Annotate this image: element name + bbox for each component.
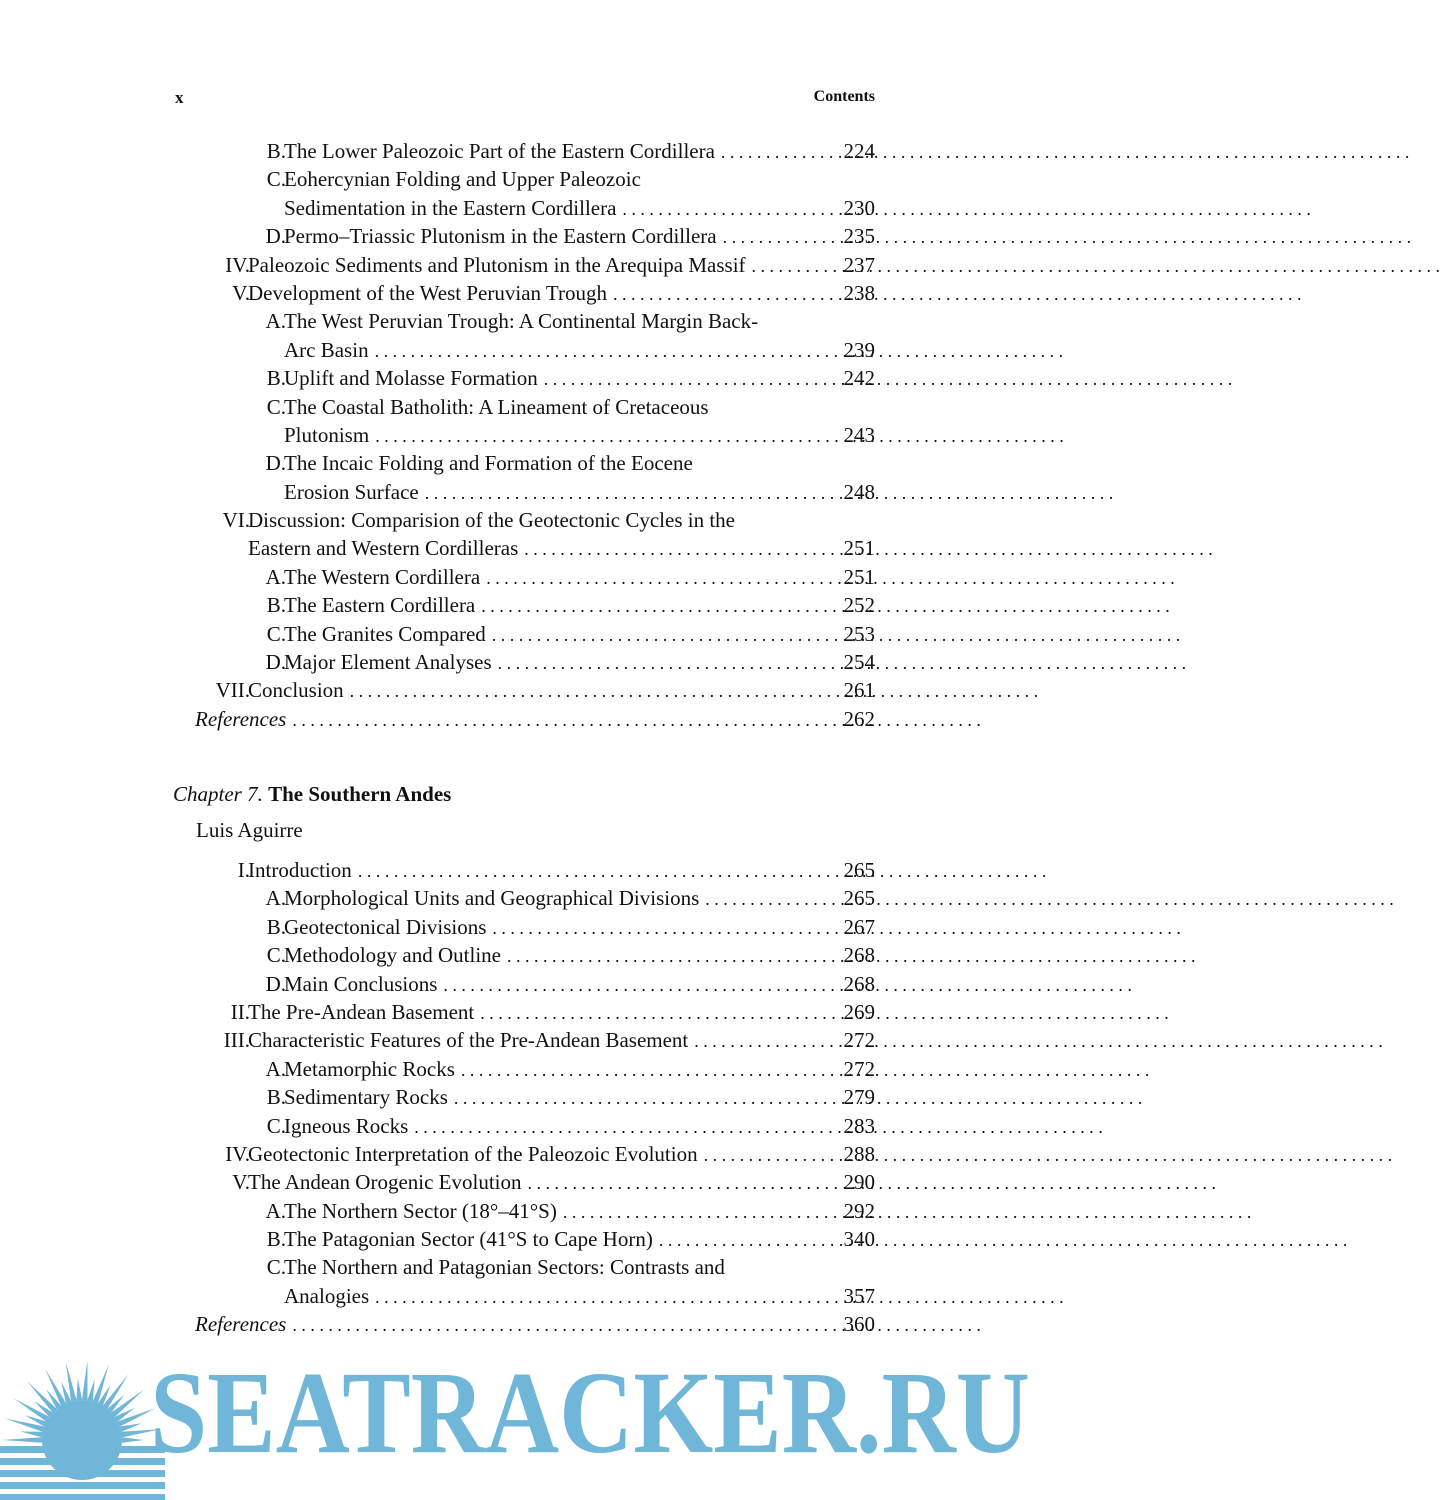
- toc-entry-number: VII.: [215, 678, 250, 703]
- toc-entry-page: 253: [843, 621, 875, 646]
- sun-logo-icon: [0, 1360, 165, 1500]
- chapter-label: Chapter 7.: [173, 782, 263, 806]
- toc-entry-title: The Coastal Batholith: A Lineament of Cretaceous: [284, 394, 709, 419]
- toc-entry-number: C.: [266, 167, 286, 192]
- sun-wave: [0, 1458, 165, 1465]
- toc-entry: [175, 1282, 875, 1310]
- toc-entry-number: A.: [265, 886, 286, 911]
- toc-entry: [175, 1310, 875, 1338]
- toc-entry-title: Erosion Surface: [284, 479, 419, 504]
- sun-ray: [87, 1379, 94, 1401]
- toc-entry-page: 238: [843, 280, 875, 305]
- toc-entry: [175, 563, 875, 591]
- toc-entry: [175, 506, 875, 534]
- toc-entry-title: The Incaic Folding and Formation of the Eocene: [284, 451, 693, 476]
- toc-entry-number: A.: [265, 564, 286, 589]
- toc-entry: [175, 1026, 875, 1054]
- toc-entry-number: C.: [266, 621, 286, 646]
- toc-entry: [175, 884, 875, 912]
- toc-entry-title: Geotectonical Divisions: [284, 914, 487, 939]
- toc-entry-number: V.: [232, 280, 250, 305]
- toc-entry-number: A.: [265, 1198, 286, 1223]
- toc-leader-dots: [538, 365, 1233, 393]
- toc-entry-title: The Eastern Cordillera: [284, 593, 476, 618]
- toc-entry-title: Igneous Rocks: [284, 1113, 409, 1138]
- toc-entry-page: 267: [843, 914, 875, 939]
- toc-entry-title: Eastern and Western Cordilleras: [248, 536, 519, 561]
- toc-entry: [175, 941, 875, 969]
- toc-entry-number: B.: [266, 139, 286, 163]
- toc-leader-dots: [369, 1283, 1064, 1311]
- toc-entry-number: D.: [265, 650, 286, 675]
- toc-entry-page: 254: [843, 650, 875, 675]
- toc-entry-title: Uplift and Molasse Formation: [284, 366, 538, 391]
- toc-entry-number: D.: [265, 451, 286, 476]
- toc-entry-title: The Andean Orogenic Evolution: [248, 1170, 522, 1195]
- toc-entry: [175, 1253, 875, 1281]
- sun-wave: [0, 1494, 165, 1500]
- toc-entry-page: 288: [843, 1141, 875, 1166]
- toc-entry-number: B.: [266, 1085, 286, 1110]
- toc-entry: [175, 393, 875, 421]
- toc-leader-dots: [475, 592, 1170, 620]
- toc-entry-number: D.: [265, 971, 286, 996]
- toc-leader-dots: [715, 138, 1410, 166]
- toc-list-bottom: [175, 856, 875, 1339]
- toc-entry-title: Eohercynian Folding and Upper Paleozoic: [284, 167, 641, 192]
- toc-entry: [175, 1168, 875, 1196]
- toc-entry-page: 292: [843, 1198, 875, 1223]
- toc-entry-page: 239: [843, 337, 875, 362]
- toc-entry-page: 235: [843, 224, 875, 249]
- toc-entry-page: 268: [843, 943, 875, 968]
- sun-ray: [82, 1360, 88, 1400]
- toc-leader-dots: [699, 885, 1394, 913]
- toc-entry-page: 272: [843, 1056, 875, 1081]
- sun-ray: [76, 1378, 82, 1400]
- toc-entry-title: The Northern and Patagonian Sectors: Contrasts and: [284, 1255, 725, 1280]
- toc-entry: [175, 307, 875, 335]
- toc-entry-title: Analogies: [284, 1283, 370, 1308]
- toc-entry-title: Paleozoic Sediments and Plutonism in the Arequipa Massif: [248, 252, 746, 277]
- toc-entry: [175, 705, 875, 733]
- toc-list-top: [175, 137, 875, 733]
- toc-entry-number: II.: [230, 999, 250, 1024]
- toc-leader-dots: [408, 1113, 1103, 1141]
- toc-entry-number: C.: [266, 394, 286, 419]
- chapter-author: Luis Aguirre: [196, 818, 303, 842]
- toc-entry-page: 237: [843, 252, 875, 277]
- toc-leader-dots: [607, 280, 1302, 308]
- toc-entry-title: Sedimentation in the Eastern Cordillera: [284, 195, 617, 220]
- toc-leader-dots: [419, 479, 1114, 507]
- sun-disc: [42, 1400, 122, 1480]
- toc-entry-title: The Lower Paleozoic Part of the Eastern Cordillera: [284, 139, 715, 163]
- watermark-text: SEATRACKER.RU: [150, 1347, 1030, 1478]
- toc-leader-dots: [480, 564, 1175, 592]
- toc-leader-dots: [455, 1056, 1150, 1084]
- toc-entry-number: B.: [266, 366, 286, 391]
- sun-ray: [21, 1432, 43, 1438]
- toc-entry-title: Introduction: [248, 858, 352, 882]
- toc-leader-dots: [369, 337, 1064, 365]
- toc-entry-page: 262: [843, 706, 875, 731]
- toc-entry-title: Plutonism: [284, 422, 370, 447]
- toc-entry-page: 269: [843, 999, 875, 1024]
- toc-entry-number: A.: [265, 309, 286, 334]
- toc-leader-dots: [437, 971, 1132, 999]
- sun-ray: [122, 1437, 144, 1443]
- toc-entry: [175, 165, 875, 193]
- toc-entry-page: 251: [843, 536, 875, 561]
- toc-entry: [175, 478, 875, 506]
- toc-entry-title: Discussion: Comparision of the Geotectonic Cycles in the: [248, 508, 735, 533]
- toc-entry: [175, 591, 875, 619]
- toc-entry-title: Geotectonic Interpretation of the Paleozoic Evolution: [248, 1141, 698, 1166]
- toc-entry-title: Permo–Triassic Plutonism in the Eastern Cordillera: [284, 224, 717, 249]
- toc-entry-page: 243: [843, 422, 875, 447]
- toc-entry-number: III.: [223, 1028, 250, 1053]
- toc-entry: [175, 1112, 875, 1140]
- sun-ray: [93, 1365, 109, 1404]
- toc-leader-dots: [486, 621, 1181, 649]
- toc-entry-title: Conclusion: [248, 678, 344, 703]
- toc-entry-title: Main Conclusions: [284, 971, 438, 996]
- toc-entry: [175, 970, 875, 998]
- toc-entry: [175, 1197, 875, 1225]
- toc-entry-number: VI.: [222, 508, 250, 533]
- toc-entry-title: The Western Cordillera: [284, 564, 481, 589]
- toc-entry-title: Arc Basin: [284, 337, 369, 362]
- toc-leader-dots: [486, 914, 1181, 942]
- toc-entry-page: 252: [843, 593, 875, 618]
- toc-entry: [175, 222, 875, 250]
- toc-entry-number: B.: [266, 593, 286, 618]
- toc-leader-dots: [698, 1141, 1393, 1169]
- toc-entry-title: Methodology and Outline: [284, 943, 501, 968]
- toc-entry: [175, 251, 875, 279]
- toc-entry-page: 248: [843, 479, 875, 504]
- toc-entry-number: I.: [237, 858, 250, 882]
- toc-entry-number: B.: [266, 914, 286, 939]
- toc-leader-dots: [557, 1198, 1252, 1226]
- toc-entry: [175, 620, 875, 648]
- toc-entry: [175, 998, 875, 1026]
- toc-leader-dots: [448, 1084, 1143, 1112]
- toc-entry-title: Development of the West Peruvian Trough: [248, 280, 607, 305]
- toc-entry: [175, 137, 875, 165]
- toc-entry: [175, 676, 875, 704]
- toc-entry-page: 242: [843, 366, 875, 391]
- toc-entry-page: 272: [843, 1028, 875, 1053]
- toc-leader-dots: [352, 857, 1047, 885]
- toc-entry: [175, 449, 875, 477]
- toc-entry-page: 283: [843, 1113, 875, 1138]
- toc-entry-title: The Patagonian Sector (41°S to Cape Horn): [284, 1227, 653, 1252]
- toc-entry-number: IV.: [225, 252, 250, 277]
- toc-entry-number: C.: [266, 1113, 286, 1138]
- toc-entry: [175, 534, 875, 562]
- toc-entry: [175, 279, 875, 307]
- toc-entry-page: 290: [843, 1170, 875, 1195]
- toc-entry-title: Sedimentary Rocks: [284, 1085, 448, 1110]
- toc-entry-title: Major Element Analyses: [284, 650, 492, 675]
- toc-entry-page: 224: [843, 139, 875, 163]
- toc-entry: [175, 1225, 875, 1253]
- toc-entry: [175, 364, 875, 392]
- toc-entry-number: B.: [266, 1227, 286, 1252]
- toc-entry: [175, 648, 875, 676]
- toc-leader-dots: [474, 999, 1169, 1027]
- sun-wave: [0, 1446, 165, 1453]
- toc-entry-title: The Pre-Andean Basement: [248, 999, 475, 1024]
- toc-entry-page: 279: [843, 1085, 875, 1110]
- toc-entry-title: References: [195, 706, 287, 731]
- sun-ray: [2, 1437, 42, 1443]
- toc-entry: [175, 1083, 875, 1111]
- toc-entry-title: References: [195, 1312, 287, 1337]
- toc-entry-number: C.: [266, 943, 286, 968]
- toc-entry: [175, 856, 875, 884]
- toc-entry: [175, 194, 875, 222]
- toc-entry-number: V.: [232, 1170, 250, 1195]
- toc-entry-number: D.: [265, 224, 286, 249]
- toc-entry-title: The West Peruvian Trough: A Continental Margin Back-: [284, 309, 759, 334]
- toc-leader-dots: [688, 1027, 1383, 1055]
- toc-entry-title: The Granites Compared: [284, 621, 486, 646]
- chapter-heading: [173, 782, 451, 807]
- watermark: [0, 1340, 1051, 1500]
- toc-entry-page: 230: [843, 195, 875, 220]
- sun-wave: [0, 1470, 165, 1477]
- toc-entry-page: 268: [843, 971, 875, 996]
- toc-entry-number: IV.: [225, 1141, 250, 1166]
- page-number: x: [175, 88, 184, 107]
- toc-leader-dots: [344, 677, 1039, 705]
- toc-leader-dots: [286, 1311, 981, 1339]
- toc-entry-number: C.: [266, 1255, 286, 1280]
- toc-leader-dots: [286, 706, 981, 734]
- sun-wave: [0, 1482, 165, 1489]
- toc-entry: [175, 1140, 875, 1168]
- toc-entry-page: 261: [843, 678, 875, 703]
- chapter-title: The Southern Andes: [268, 782, 452, 806]
- toc-entry-title: Characteristic Features of the Pre-Andean Basement: [248, 1028, 689, 1053]
- toc-leader-dots: [369, 422, 1064, 450]
- toc-entry-title: Morphological Units and Geographical Divisions: [284, 886, 700, 911]
- toc-entry-title: Metamorphic Rocks: [284, 1056, 455, 1081]
- toc-leader-dots: [653, 1226, 1348, 1254]
- toc-leader-dots: [717, 223, 1412, 251]
- toc-entry: [175, 336, 875, 364]
- running-title: Contents: [813, 88, 875, 105]
- toc-entry-page: 265: [843, 886, 875, 911]
- toc-entry: [175, 1055, 875, 1083]
- running-head: [175, 88, 875, 112]
- toc-entry-page: 360: [843, 1312, 875, 1337]
- toc-entry: [175, 421, 875, 449]
- toc-entry-page: 251: [843, 564, 875, 589]
- toc-leader-dots: [616, 195, 1311, 223]
- toc-entry-page: 265: [843, 858, 875, 882]
- toc-entry-page: 340: [843, 1227, 875, 1252]
- toc-entry: [175, 913, 875, 941]
- toc-entry-number: A.: [265, 1056, 286, 1081]
- toc-entry-title: The Northern Sector (18°–41°S): [284, 1198, 557, 1223]
- toc-leader-dots: [492, 649, 1187, 677]
- toc-entry-page: 357: [843, 1283, 875, 1308]
